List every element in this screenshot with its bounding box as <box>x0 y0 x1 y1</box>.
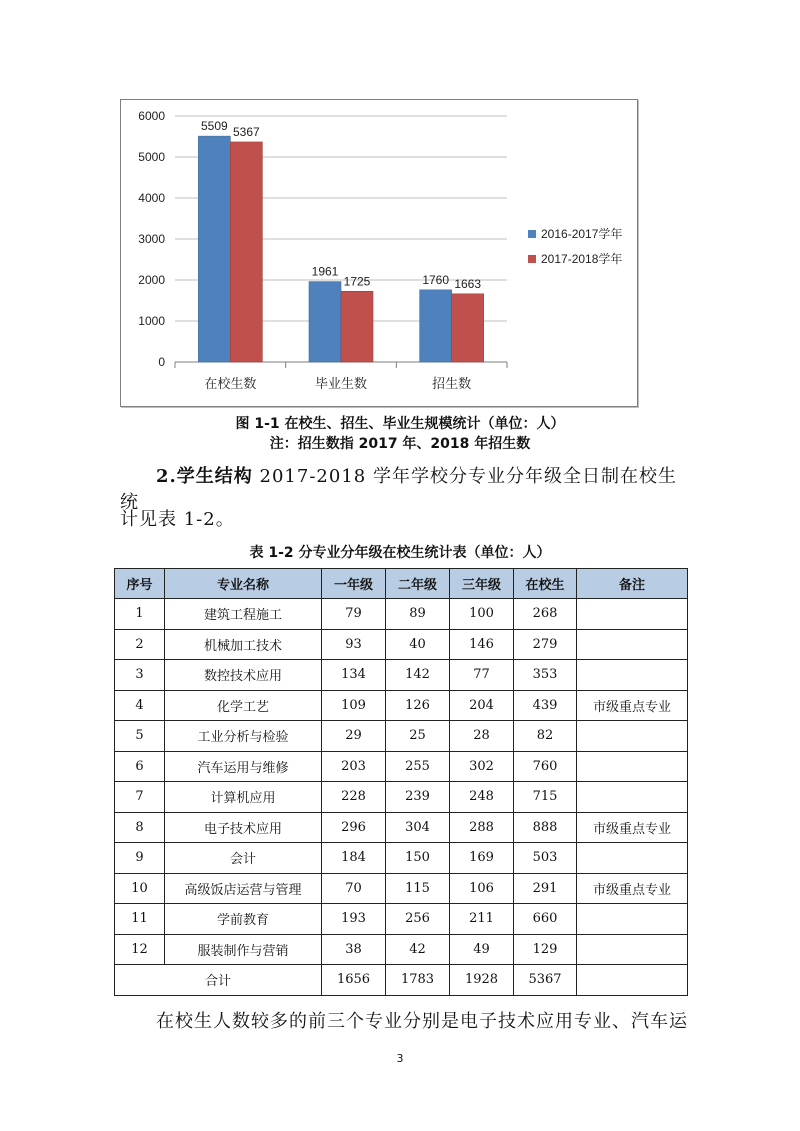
table-cell: 4 <box>115 690 165 721</box>
paragraph-lead: 2.学生结构 <box>156 466 253 487</box>
table-header-cell: 二年级 <box>386 569 450 599</box>
stats-table <box>114 568 688 996</box>
table-header-cell: 三年级 <box>450 569 514 599</box>
y-tick-label: 2000 <box>138 273 165 287</box>
table-row <box>115 904 688 935</box>
table-cell: 77 <box>450 660 514 691</box>
total-note <box>577 965 688 996</box>
table-row <box>115 721 688 752</box>
bar <box>420 290 452 362</box>
table-cell: 40 <box>386 629 450 660</box>
table-cell: 市级重点专业 <box>577 812 688 843</box>
table-cell: 11 <box>115 904 165 935</box>
table-cell: 228 <box>322 782 386 813</box>
table-cell: 汽车运用与维修 <box>165 751 322 782</box>
table-cell: 256 <box>386 904 450 935</box>
data-label: 1725 <box>343 274 371 289</box>
table-cell: 机械加工技术 <box>165 629 322 660</box>
paragraph-conclusion-text: 在校生人数较多的前三个专业分别是电子技术应用专业、汽车运 <box>156 1011 688 1032</box>
paragraph-conclusion <box>120 1007 690 1033</box>
table-cell: 89 <box>386 599 450 630</box>
table-cell: 715 <box>514 782 577 813</box>
legend-label: 2017-2018学年 <box>541 252 623 266</box>
table-cell: 6 <box>115 751 165 782</box>
table-cell: 12 <box>115 934 165 965</box>
table-cell: 353 <box>514 660 577 691</box>
table-cell: 79 <box>322 599 386 630</box>
bar-chart <box>120 99 638 407</box>
table-cell: 203 <box>322 751 386 782</box>
table-row <box>115 782 688 813</box>
table-cell <box>577 782 688 813</box>
table-cell: 8 <box>115 812 165 843</box>
table-cell <box>577 629 688 660</box>
table-cell: 134 <box>322 660 386 691</box>
page-number: 3 <box>396 1052 404 1065</box>
data-label: 1663 <box>454 276 482 291</box>
table-row <box>115 751 688 782</box>
table-cell: 142 <box>386 660 450 691</box>
table-cell: 129 <box>514 934 577 965</box>
figure-caption: 图 1-1 在校生、招生、毕业生规模统计（单位：人） <box>235 416 565 432</box>
total-value: 1783 <box>386 965 450 996</box>
y-tick-label: 6000 <box>138 109 165 123</box>
table-cell: 70 <box>322 873 386 904</box>
table-cell: 503 <box>514 843 577 874</box>
figure-note: 注：招生数指 2017 年、2018 年招生数 <box>269 436 531 452</box>
table-cell: 100 <box>450 599 514 630</box>
table-cell: 126 <box>386 690 450 721</box>
table-cell <box>577 599 688 630</box>
table-cell: 660 <box>514 904 577 935</box>
table-cell: 268 <box>514 599 577 630</box>
table-cell: 建筑工程施工 <box>165 599 322 630</box>
table-cell: 106 <box>450 873 514 904</box>
table-row <box>115 873 688 904</box>
y-tick-label: 5000 <box>138 150 165 164</box>
y-tick-label: 0 <box>158 355 165 369</box>
table-row <box>115 812 688 843</box>
table-row <box>115 599 688 630</box>
table-cell: 计算机应用 <box>165 782 322 813</box>
table-cell <box>577 751 688 782</box>
table-cell: 184 <box>322 843 386 874</box>
table-cell: 49 <box>450 934 514 965</box>
bar <box>341 291 373 362</box>
table-cell: 市级重点专业 <box>577 690 688 721</box>
table-cell: 239 <box>386 782 450 813</box>
table-cell: 288 <box>450 812 514 843</box>
total-value: 1928 <box>450 965 514 996</box>
table-cell: 28 <box>450 721 514 752</box>
table-cell: 9 <box>115 843 165 874</box>
table-row <box>115 660 688 691</box>
table-cell: 38 <box>322 934 386 965</box>
table-row <box>115 843 688 874</box>
data-label: 5367 <box>232 124 260 139</box>
table-cell: 146 <box>450 629 514 660</box>
y-tick-label: 1000 <box>138 314 165 328</box>
table-cell: 25 <box>386 721 450 752</box>
table-cell: 82 <box>514 721 577 752</box>
table-row <box>115 629 688 660</box>
table-cell: 169 <box>450 843 514 874</box>
legend-swatch <box>528 230 536 238</box>
table-cell: 255 <box>386 751 450 782</box>
table-cell <box>577 660 688 691</box>
paragraph-line1: 2017-2018 学年学校分专业分年级全日制在校生统 <box>120 466 677 513</box>
table-cell: 760 <box>514 751 577 782</box>
table-cell: 304 <box>386 812 450 843</box>
table-cell: 42 <box>386 934 450 965</box>
table-cell: 服装制作与营销 <box>165 934 322 965</box>
table-header-cell: 序号 <box>115 569 165 599</box>
table-header-cell: 在校生 <box>514 569 577 599</box>
total-value: 5367 <box>514 965 577 996</box>
table-cell: 3 <box>115 660 165 691</box>
table-cell: 93 <box>322 629 386 660</box>
x-tick-label: 在校生数 <box>204 376 257 391</box>
table-cell <box>577 934 688 965</box>
table-header-cell: 专业名称 <box>165 569 322 599</box>
table-cell: 248 <box>450 782 514 813</box>
table-cell: 888 <box>514 812 577 843</box>
chart-svg <box>121 100 639 408</box>
table-cell: 29 <box>322 721 386 752</box>
data-label: 5509 <box>200 119 228 134</box>
bar <box>230 142 262 362</box>
total-label: 合计 <box>115 965 322 996</box>
table-title: 表 1-2 分专业分年级在校生统计表（单位：人） <box>249 545 551 561</box>
total-value: 1656 <box>322 965 386 996</box>
table-row <box>115 934 688 965</box>
table-cell <box>577 904 688 935</box>
table-cell: 291 <box>514 873 577 904</box>
table-cell: 296 <box>322 812 386 843</box>
table-cell: 109 <box>322 690 386 721</box>
data-label: 1961 <box>311 264 339 279</box>
legend-label: 2016-2017学年 <box>541 227 623 241</box>
table-total-row <box>115 965 688 996</box>
x-tick-label: 招生数 <box>432 376 472 391</box>
table-cell: 204 <box>450 690 514 721</box>
table-header-row <box>115 569 688 599</box>
legend-swatch <box>528 255 536 263</box>
table-cell: 279 <box>514 629 577 660</box>
table-cell: 193 <box>322 904 386 935</box>
table-header-cell: 备注 <box>577 569 688 599</box>
table-cell: 5 <box>115 721 165 752</box>
table-cell: 10 <box>115 873 165 904</box>
table-row <box>115 690 688 721</box>
x-tick-label: 毕业生数 <box>314 376 368 391</box>
table-cell <box>577 843 688 874</box>
paragraph-line2: 计见表 1-2。 <box>120 509 235 530</box>
y-tick-label: 3000 <box>138 232 165 246</box>
table-cell: 数控技术应用 <box>165 660 322 691</box>
table-cell: 2 <box>115 629 165 660</box>
y-tick-label: 4000 <box>138 191 165 205</box>
table-cell <box>577 721 688 752</box>
table-cell: 工业分析与检验 <box>165 721 322 752</box>
bar <box>198 136 230 362</box>
table-cell: 市级重点专业 <box>577 873 688 904</box>
bar <box>452 294 484 362</box>
table-header-cell: 一年级 <box>322 569 386 599</box>
table-cell: 1 <box>115 599 165 630</box>
table-cell: 学前教育 <box>165 904 322 935</box>
table-cell: 115 <box>386 873 450 904</box>
table-cell: 439 <box>514 690 577 721</box>
table-cell: 150 <box>386 843 450 874</box>
table-cell: 302 <box>450 751 514 782</box>
table-cell: 211 <box>450 904 514 935</box>
table-cell: 会计 <box>165 843 322 874</box>
data-label: 1760 <box>422 272 450 287</box>
bar <box>309 282 341 362</box>
table-cell: 高级饭店运营与管理 <box>165 873 322 904</box>
table-cell: 化学工艺 <box>165 690 322 721</box>
table-cell: 7 <box>115 782 165 813</box>
table-cell: 电子技术应用 <box>165 812 322 843</box>
